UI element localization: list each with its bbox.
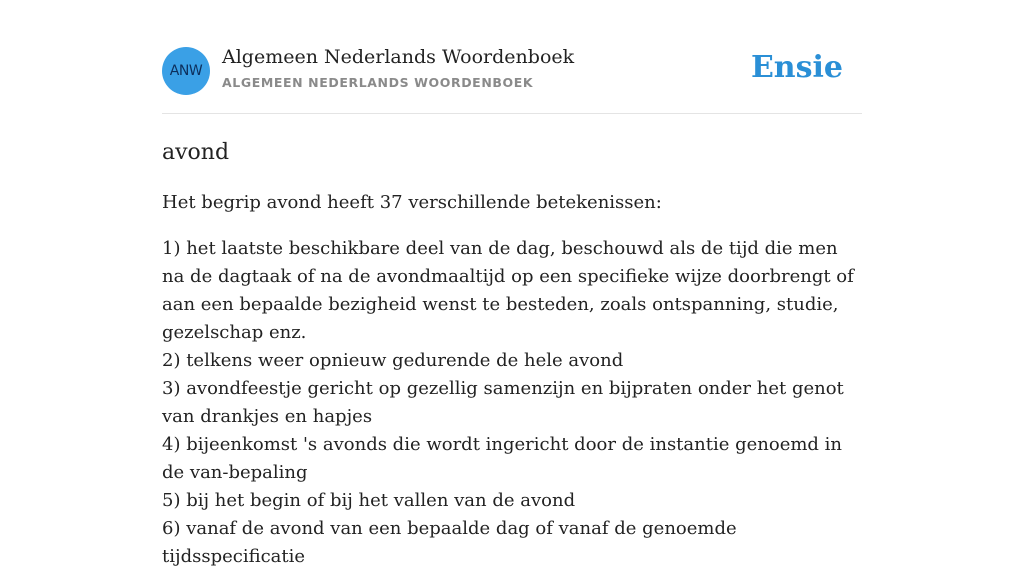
term-heading: avond	[162, 140, 230, 165]
definition-item: 3) avondfeestje gericht op gezellig samenzijn en bijpraten onder het genot van drankjes en hapjes	[162, 378, 844, 427]
definition-item: 1) het laatste beschikbare deel van de dag, beschouwd als de tijd die men na de dagtaak of na de avondmaaltijd op een specifieke wijze doorbrengt of aan een bepaalde bezigheid wenst te besteden, zoals ontspanning, studie, gezelschap enz.	[162, 238, 854, 343]
definition-item: 4) bijeenkomst 's avonds die wordt ingericht door de instantie genoemd in de van-bepaling	[162, 434, 843, 483]
site-header	[162, 0, 862, 114]
definition-item: 6) vanaf de avond van een bepaalde dag of vanaf de genoemde tijdsspecificatie	[162, 518, 737, 567]
definition-item: 2) telkens weer opnieuw gedurende de hele avond	[162, 350, 624, 371]
logo-text: ANW	[169, 63, 203, 79]
ensie-brand-link[interactable]: Ensie	[750, 50, 843, 85]
definitions-list	[162, 235, 862, 571]
anw-logo[interactable]	[162, 47, 210, 95]
definition-item: 5) bij het begin of bij het vallen van de avond	[162, 490, 576, 511]
page	[162, 0, 862, 571]
site-title[interactable]: Algemeen Nederlands Woordenboek	[222, 46, 575, 68]
site-subtitle: ALGEMEEN NEDERLANDS WOORDENBOEK	[222, 75, 534, 90]
definitions-intro: Het begrip avond heeft 37 verschillende betekenissen:	[162, 192, 662, 213]
